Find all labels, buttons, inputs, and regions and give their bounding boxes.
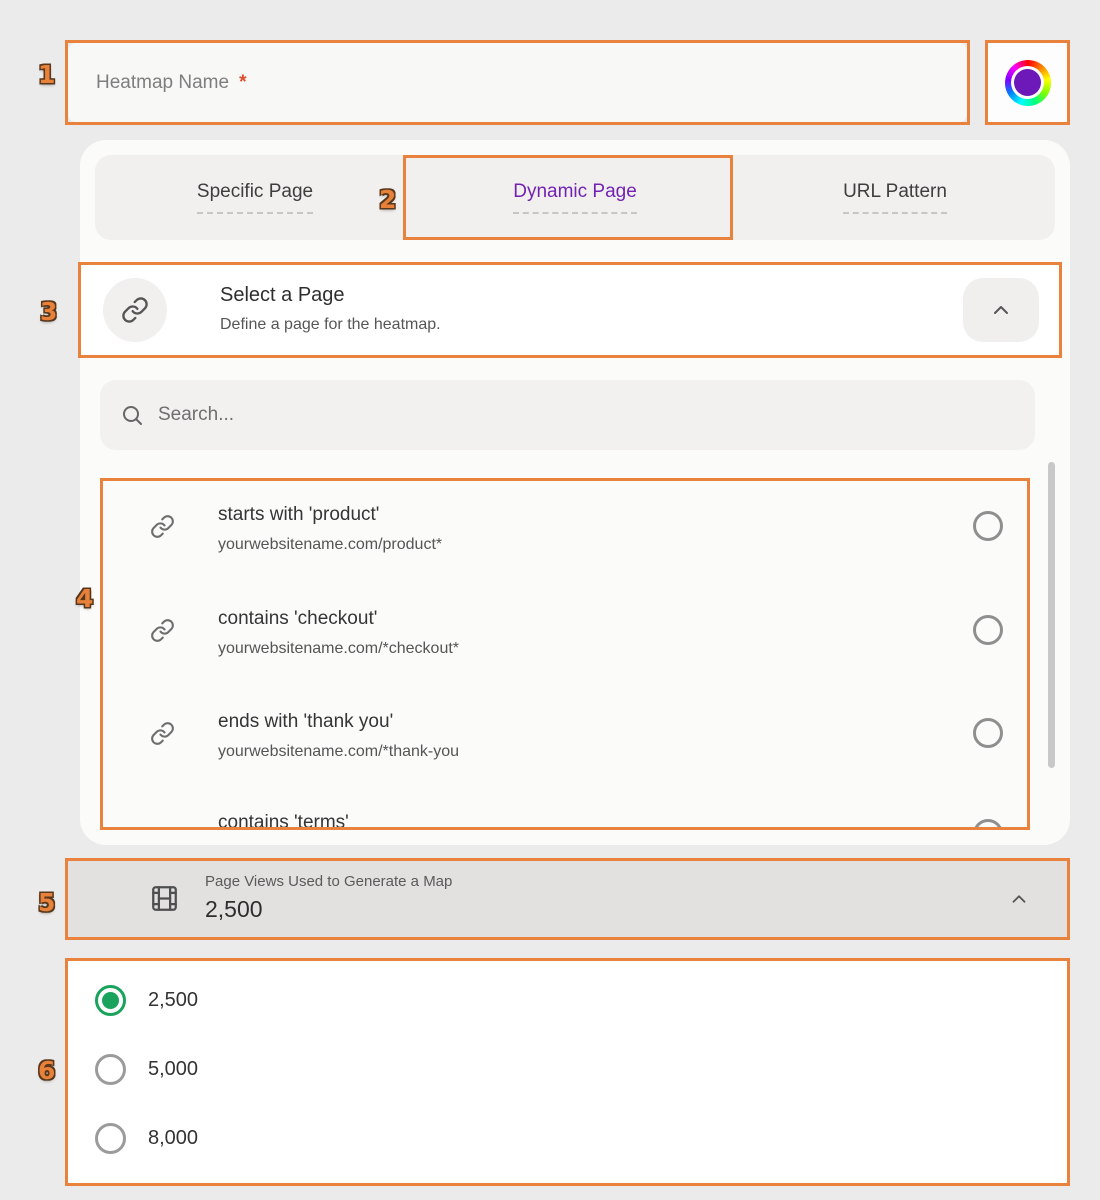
tab-dynamic-page[interactable]: Dynamic Page xyxy=(415,155,735,240)
page-rule-title: ends with 'thank you' xyxy=(218,711,394,732)
page-rule-url: yourwebsitename.com/*checkout* xyxy=(218,640,460,657)
annotation-number-5: 5 xyxy=(38,888,56,917)
page-radio[interactable] xyxy=(973,615,1003,645)
color-wheel-icon xyxy=(1005,60,1051,106)
radio-unselected[interactable] xyxy=(95,1054,126,1085)
tab-specific-page[interactable]: Specific Page xyxy=(95,155,415,240)
select-page-subtitle: Define a page for the heatmap. xyxy=(220,316,441,333)
page-list xyxy=(103,481,1027,827)
link-icon xyxy=(121,296,149,324)
page-rule-url: yourwebsitename.com/*thank-you xyxy=(218,743,460,760)
color-picker-button[interactable] xyxy=(985,40,1070,125)
page-views-label: Page Views Used to Generate a Map xyxy=(205,873,453,890)
page-views-section-header[interactable] xyxy=(65,858,1070,940)
search-input[interactable] xyxy=(156,403,960,427)
annotation-number-1: 1 xyxy=(38,60,56,89)
page-views-value: 2,500 xyxy=(205,896,263,922)
page-radio[interactable] xyxy=(973,511,1003,541)
tab-url-pattern[interactable]: URL Pattern xyxy=(735,155,1055,240)
page-views-options-panel xyxy=(65,958,1070,1186)
required-asterisk: * xyxy=(239,71,247,93)
option-row-8000[interactable]: 8,000 xyxy=(95,1121,198,1155)
search-icon xyxy=(120,403,144,427)
link-icon xyxy=(150,514,175,539)
select-page-title: Select a Page xyxy=(220,284,345,306)
option-row-5000[interactable]: 5,000 xyxy=(95,1052,198,1086)
page-rule-title: starts with 'product' xyxy=(218,504,380,525)
page-radio[interactable] xyxy=(973,718,1003,748)
link-icon xyxy=(150,618,175,643)
heatmap-name-placeholder: Heatmap Name xyxy=(96,71,230,93)
chevron-up-icon xyxy=(1008,888,1030,910)
annotation-number-4: 4 xyxy=(76,584,94,613)
select-page-header[interactable] xyxy=(81,265,1059,355)
page-rule-url: yourwebsitename.com/product* xyxy=(218,536,443,553)
link-icon xyxy=(150,721,175,746)
option-row-2500[interactable]: 2,500 xyxy=(95,983,198,1017)
heatmap-name-input[interactable] xyxy=(68,43,967,122)
link-icon-circle xyxy=(103,278,167,342)
film-icon xyxy=(151,885,178,912)
collapse-section-button[interactable] xyxy=(963,278,1039,342)
page-radio[interactable] xyxy=(973,819,1003,827)
annotation-number-6: 6 xyxy=(38,1056,56,1085)
page-type-tabs xyxy=(95,155,1055,240)
page-rule-title: contains 'checkout' xyxy=(218,608,378,629)
page-search-box[interactable] xyxy=(100,380,1035,450)
annotation-number-2: 2 xyxy=(379,185,397,214)
radio-selected[interactable] xyxy=(95,985,126,1016)
radio-unselected[interactable] xyxy=(95,1123,126,1154)
list-scrollbar[interactable] xyxy=(1048,462,1055,768)
page-rule-title: contains 'terms' xyxy=(218,812,349,827)
annotation-number-3: 3 xyxy=(40,297,58,326)
chevron-up-icon xyxy=(989,298,1013,322)
